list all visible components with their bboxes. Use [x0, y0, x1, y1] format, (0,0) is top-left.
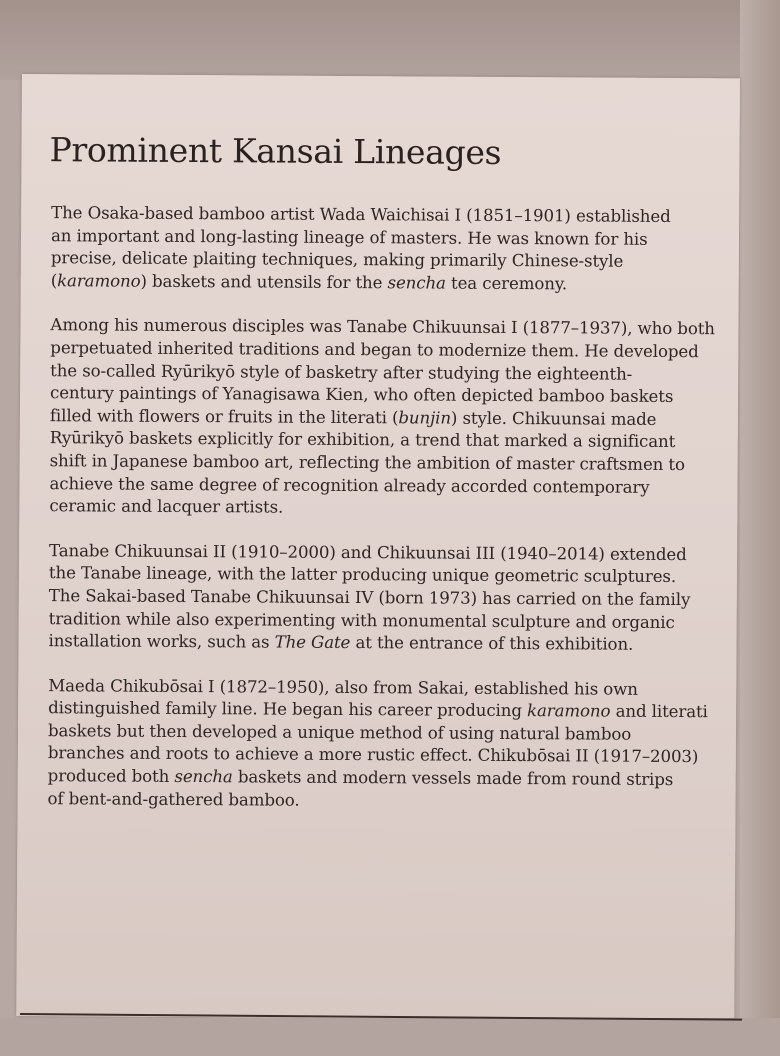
- text-segment: perpetuated inherited traditions and began to modernize them. He developed: [50, 338, 699, 362]
- text-segment: baskets but then developed a unique method of using natural bamboo: [47, 721, 632, 744]
- text-segment: Maeda Chikubōsai I (1872–1950), also from Sakai, established his own: [48, 675, 638, 699]
- paragraph: [48, 675, 739, 815]
- label-body: [47, 202, 741, 836]
- text-segment: and literati: [610, 701, 708, 722]
- paragraph: [51, 202, 742, 297]
- wall-label-panel: [16, 74, 740, 1020]
- text-segment: distinguished family line. He began his career producing: [48, 698, 528, 721]
- paragraph: [48, 540, 739, 657]
- text-segment: Tanabe Chikuunsai II (1910–2000) and Chikuunsai III (1940–2014) extended: [49, 540, 687, 564]
- text-segment: an important and long-lasting lineage of masters. He was known for his: [50, 225, 648, 249]
- text-line: [51, 270, 741, 297]
- floor-area: [0, 1018, 780, 1056]
- text-segment: at the entrance of this exhibition.: [350, 633, 634, 654]
- italic-term: sencha: [387, 273, 446, 293]
- italic-term: The Gate: [274, 632, 351, 653]
- text-line: [49, 495, 739, 522]
- text-segment: ceramic and lacquer artists.: [49, 496, 284, 517]
- italic-term: karamono: [526, 701, 611, 721]
- paragraph: [49, 315, 740, 523]
- text-segment: filled with flowers or fruits in the literati (: [49, 405, 399, 428]
- italic-term: bunjin: [398, 408, 452, 428]
- text-segment: achieve the same degree of recognition already accorded contemporary: [49, 473, 650, 497]
- text-segment: Ryūrikyō baskets explicitly for exhibition, a trend that marked a significant: [49, 428, 676, 452]
- wall-background: [0, 0, 780, 80]
- text-segment: branches and roots to achieve a more rustic effect. Chikubōsai II (1917–2003): [47, 743, 699, 767]
- text-segment: ) baskets and utensils for the: [140, 271, 388, 293]
- italic-term: sencha: [174, 767, 233, 787]
- text-segment: the Tanabe lineage, with the latter producing unique geometric sculptures.: [48, 563, 677, 587]
- text-line: [48, 788, 738, 815]
- text-segment: of bent-and-gathered bamboo.: [47, 788, 300, 810]
- italic-term: karamono: [57, 270, 141, 291]
- text-segment: The Osaka-based bamboo artist Wada Waichisai I (1851–1901) established: [51, 203, 671, 226]
- text-segment: ) style. Chikuunsai made: [450, 408, 657, 429]
- text-segment: precise, delicate plaiting techniques, making primarily Chinese-style: [50, 248, 624, 271]
- text-segment: produced both: [47, 766, 175, 787]
- wall-edge: [740, 0, 780, 1056]
- text-segment: installation works, such as: [48, 631, 275, 652]
- text-segment: tradition while also experimenting with monumental sculpture and organic: [48, 608, 675, 632]
- text-segment: the so-called Ryūrikyō style of basketry after studying the eighteenth-: [50, 360, 633, 384]
- text-line: [48, 630, 738, 657]
- text-segment: tea ceremony.: [445, 273, 568, 294]
- text-segment: (: [50, 270, 58, 290]
- text-segment: century paintings of Yanagisawa Kien, who often depicted bamboo baskets: [49, 383, 674, 407]
- text-segment: baskets and modern vessels made from round strips: [232, 767, 674, 790]
- text-segment: shift in Japanese bamboo art, reflecting the ambition of master craftsmen to: [49, 451, 685, 474]
- label-title: Prominent Kansai Lineages: [49, 130, 502, 173]
- text-segment: The Sakai-based Tanabe Chikuunsai IV (born 1973) has carried on the family: [48, 586, 691, 609]
- text-segment: Among his numerous disciples was Tanabe Chikuunsai I (1877–1937), who both: [50, 315, 715, 339]
